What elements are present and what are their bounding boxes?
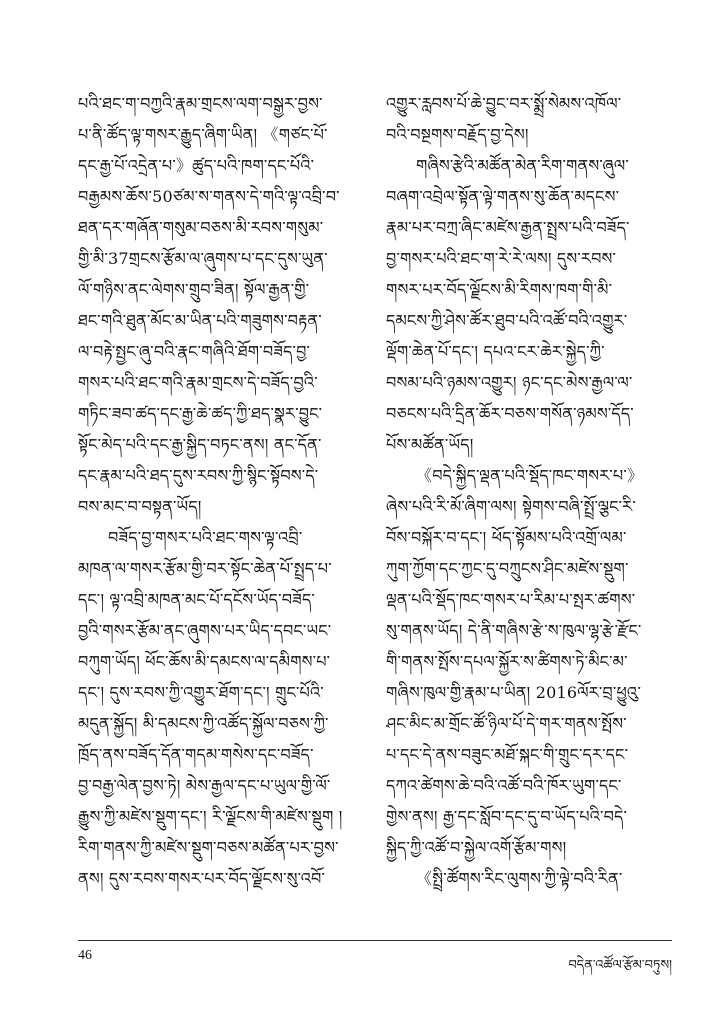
text-line: སྟོང་མེད་པའི་དང་རྒྱ་སྐྱིད་བཏང་ནས། ནང་དོན་ <box>78 435 322 454</box>
text-line: གསར་པར་བོད་ལྗོངས་མི་རིགས་ཁག་གི་མི་ <box>386 280 613 299</box>
text-line: ལ་བརྟེ་སྤྱང་ཞུ་བའི་རྣང་གཞིའི་ཐོག་བཟོད་བྱ་ <box>78 342 311 361</box>
text-line: པོས་མཚོན་ཡོད། <box>386 435 474 454</box>
text-line: བརྒྱམས་ཆོས་50ཙམ་ས་གནས་དེ་གའི་ལྟ་འབྲི་བ་ <box>78 187 340 206</box>
text-line: ལོ་གཉིས་ནང་ལེགས་གྲུབ་ཟིན། སྟོལ་རྒྱན་གྱི་ <box>78 280 310 299</box>
text-line: པའི་ཐང་ག་བཀྱའི་རྣམ་གྲངས་ལག་བསྒྱར་བྱས་ <box>78 94 323 113</box>
text-line: ནས། དུས་རབས་གསར་པར་བོད་ལྗོངས་སུ་འབོ་ <box>78 869 326 888</box>
text-line: བའི་བསྔགས་བརྗོད་བྱ་དེས། <box>386 125 529 144</box>
text-line: དང་། ལྟ་འབྲི་མཁན་མང་པོ་དངོས་ཡོད་བཟོད་ <box>78 590 315 609</box>
text-line: ཐན་དར་གཞོན་གསུམ་བཅས་མི་རབས་གསུམ་ <box>78 218 324 237</box>
text-line: 《བདེ་སྐྱིད་ལྡན་པའི་སྡོད་ཁང་གསར་པ་》 <box>416 466 644 485</box>
text-line: གྱི་མི་37གྲངས་རྩོམ་ལ་ཞུགས་པ་དང་དུས་ཡུན་ <box>78 249 328 268</box>
text-line: གཞིས་རྩེའི་མཚོན་མེན་རིག་གནས་ཞུལ་ <box>416 156 629 175</box>
text-line: གྱེས་ནས། རྒྱ་དང་སློབ་དང་དུ་བ་ཡོད་པའི་བདེ་ <box>386 807 628 826</box>
text-line: མདུན་སྐྱོད། མི་དམངས་ཀྱི་འཚོད་སྐྱོལ་བཅས་ཀྱི་ <box>78 714 329 733</box>
text-line: བྱ་གསར་པའི་ཐང་ག་རེ་རེ་ལས། དུས་རབས་ <box>386 249 617 268</box>
text-line: དང་རྣམ་པའི་ཐད་དུས་རབས་ཀྱི་སྙིང་སྟོབས་དེ་ <box>78 466 319 485</box>
page-number: 46 <box>78 948 92 963</box>
text-line: རིག་གནས་ཀྱི་མཛེས་སྡུག་བཅས་མཚོན་པར་བྱས་ <box>78 838 339 857</box>
text-line: 《སྤྲི་ཚོགས་རིང་ལུགས་ཀྱི་ལྟེ་བའི་རིན་ <box>416 869 623 888</box>
text-line: བྱ་བརྒྱ་ལེན་བྱས་ཏེ། མེས་རྒྱལ་དང་པ་ཡུལ་གྱི་ལོ་ <box>78 776 331 795</box>
text-line: བོས་བསྐོར་བ་དང་། ཕོད་སྟོམས་པའི་འགྲོ་ལམ་ <box>386 528 627 547</box>
text-line: བཅངས་པའི་དྲིན་ཆོར་བཅས་གསོན་ཉམས་དོད་ <box>386 404 634 423</box>
text-line: བཟོད་བྱ་གསར་པའི་ཐང་གས་ལྟ་འབྲི་ <box>108 528 303 547</box>
footer-rule <box>78 940 672 941</box>
text-line: པ་ནི་ཚོད་ལྟ་གསར་རྒྱུད་ཞིག་ཡིན། 《གཙང་པོ་ <box>78 125 328 144</box>
text-line: ཀུག་ཀྱོག་དང་ཀྱང་དུ་བཀྲུངས་ཤིང་མཛེས་སྡུག་ <box>386 559 629 578</box>
text-line: མཁན་ལ་གསར་རྩོམ་གྱི་བར་སྟོང་ཆེན་པོ་སྤྲད་པ་ <box>78 559 332 578</box>
text-line: དཀའ་ཚེགས་ཆེ་བའི་འཚོ་བའི་ཁོར་ཡུག་དང་ <box>386 776 622 795</box>
text-line: སུ་གནས་ཡོད། དེ་ནི་གཞིས་རྩེ་ས་ཁུལ་ལྷ་རྩེ་རྫོང་ <box>386 621 642 640</box>
text-line: པ་དང་དེ་ནས་བཟུང་མཐོ་སྐང་གི་གྲུང་དར་དང་ <box>386 745 629 764</box>
right-text-column <box>386 88 672 894</box>
text-line: གཏིང་ཟབ་ཚད་དང་རྒྱ་ཆེ་ཚད་ཀྱི་ཐད་སྣར་བྱུང་ <box>78 404 323 423</box>
text-line: ལྡོག་ཆེན་པོ་དང་། དཔའ་ངར་ཆེར་སྐྱེད་ཀྱི་ <box>386 342 605 361</box>
text-line: གཞིས་ཁུལ་གྱི་རྣམ་པ་ཡིན། 2016ལོར་བྲ་ཕྱུའུ་ <box>386 683 642 702</box>
text-line: དང་རྒྱ་པོ་འདྲེན་པ་》ཚུད་པའི་ཁག་དང་པོའི་ <box>78 156 315 175</box>
text-line: བཞག་འབྲེལ་སྟོན་ལྟེ་གནས་སུ་ཆོན་མདངས་ <box>386 187 620 206</box>
text-line: བྱའི་གསར་རྩོམ་ནང་ཞུགས་པར་ཡིད་དབང་ཡང་ <box>78 621 332 640</box>
text-line: བསམ་པའི་ཉམས་འགྱུར། ཉང་དང་མེས་རྒྱལ་ལ་ <box>386 373 633 392</box>
text-line: འགྱུར་རླབས་པོ་ཆེ་བྱུང་བར་སྨྲོ་སེམས་འཁོལ་ <box>386 94 622 113</box>
text-line: ཤང་མིང་མ་གྲོང་ཚོ་ཉིལ་པོ་དེ་གར་གནས་སྤོས་ <box>386 714 627 733</box>
text-line: གསར་པའི་ཐང་གའི་རྣམ་གྲངས་དེ་བཟོད་བྱའི་ <box>78 373 318 392</box>
text-line: ཞེས་པའི་རི་མོ་ཞིག་ལས། སྟེགས་བཞི་སྤྲོ་ལྕང་རི་ <box>386 497 636 516</box>
text-line: ལྡན་པའི་སྡོད་ཁང་གསར་པ་རིམ་པ་སྤར་ཚགས་ <box>386 590 636 609</box>
text-line: སྐྱིད་ཀྱི་འཚོ་བ་སྐྱེལ་འགོ་རྩོམ་གས། <box>386 838 567 857</box>
text-line: བས་མང་བ་བསྟན་ཡོད། <box>78 497 202 516</box>
left-text-column <box>78 88 364 894</box>
text-line: དམངས་ཀྱི་ཤེས་ཚོར་ཐུབ་པའི་འཚོ་བའི་འགྱུར་ <box>386 311 628 330</box>
text-line: ཐང་གའི་ཐུན་མོང་མ་ཡིན་པའི་གཟུགས་བརྟན་ <box>78 311 322 330</box>
text-line: བཀུག་ཡོད། ཕོང་ཆོས་མི་དམངས་ལ་དམིགས་པ་ <box>78 652 331 671</box>
text-line: གི་གནས་སྤོས་དཔལ་སྐྱོར་ས་ཚིགས་ཏེ་མིང་མ་ <box>386 652 628 671</box>
text-line: ཁྲོད་ནས་བཟོད་དོན་གདམ་གསེས་དང་བཟོད་ <box>78 745 314 764</box>
running-title: བདེན་འཚོལ་རྩོམ་བཏུས། <box>568 958 672 973</box>
text-line: རྣམ་པར་བཀྲ་ཞིང་མཛེས་རྒྱན་སྤྲས་པའི་བཟོད་ <box>386 218 630 237</box>
text-line: རྒྱུས་ཀྱི་མཛེས་སྡུག་དང་། རི་ལྗོངས་གི་མཛེས་སྡུག ། <box>78 807 343 826</box>
text-line: དང་། དུས་རབས་ཀྱི་འགྱུར་ཐོག་དང་། གྲུང་པོའི་ <box>78 683 324 702</box>
